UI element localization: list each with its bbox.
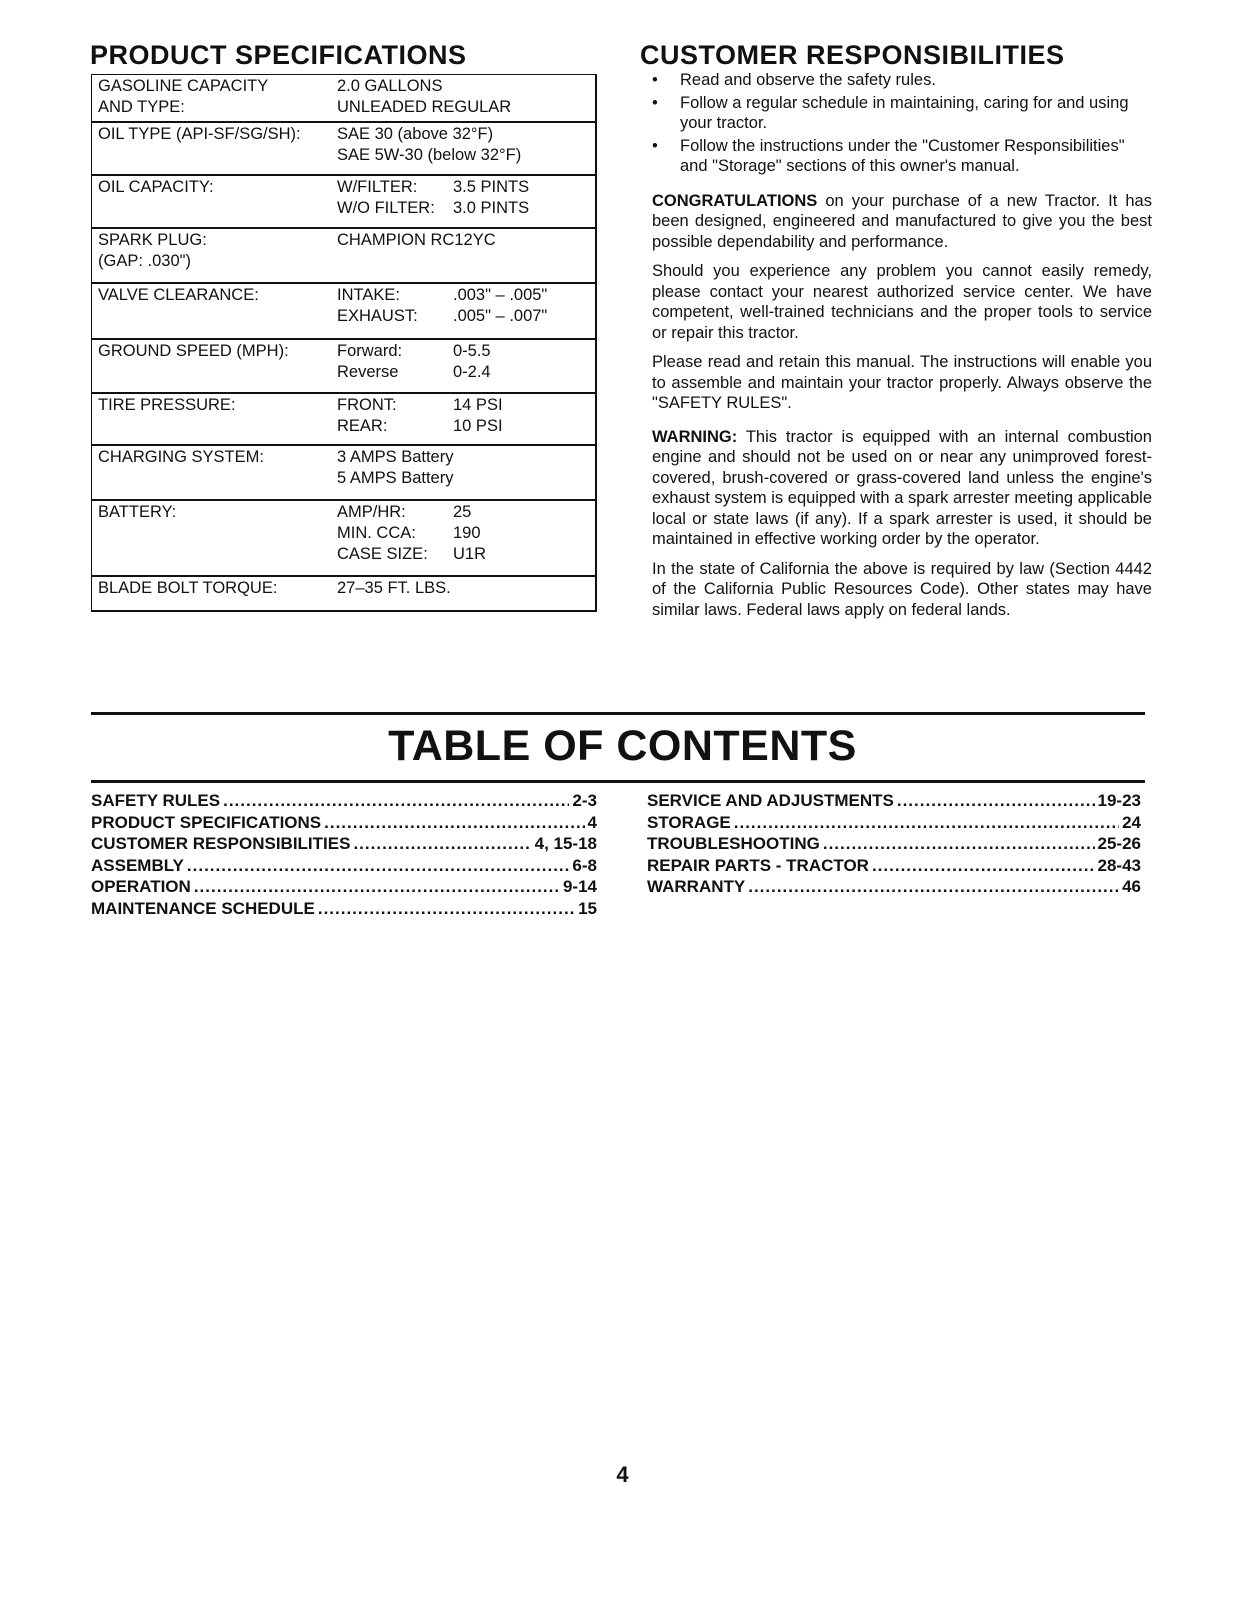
spec-label-line: (GAP: .030") [98,252,191,270]
spec-value-key: W/O FILTER: [337,199,435,217]
spec-value-text: .003" – .005" [453,286,548,304]
spec-value-text: 3 AMPS Battery [337,448,454,466]
spec-row [92,394,595,446]
spec-value-text: SAE 30 (above 32°F) [337,125,494,143]
toc-entry-page: 24 [1122,812,1141,832]
toc-entry[interactable] [91,855,597,877]
section-divider-top [91,712,1145,715]
toc-entry[interactable] [91,812,597,834]
spec-label-line: SPARK PLUG: [98,231,207,249]
spec-value-line [337,395,595,416]
toc-entry[interactable] [647,855,1141,877]
toc-entry[interactable] [91,790,597,812]
spec-value-text: 3.5 PINTS [453,178,530,196]
spec-value-line [337,341,595,362]
spec-label-line: VALVE CLEARANCE: [98,286,259,304]
toc-leader-dots [823,833,1095,855]
california-law-paragraph: In the state of California the above is required by law (Section 4442 of the California Public Resources Code). Other states may have similar laws. Federal laws apply on federal lands. [652,559,1152,619]
toc-entry-label: OPERATION [91,877,191,896]
toc-entry-label: REPAIR PARTS - TRACTOR [647,855,869,875]
spec-value-line [337,198,595,219]
toc-entry-label: MAINTENANCE SCHEDULE [91,898,315,918]
toc-leader-dots [187,855,570,877]
spec-row [92,577,595,610]
list-item: • Read and observe the safety rules. [652,71,936,89]
spec-value [337,76,595,121]
toc-entry-label: SERVICE AND ADJUSTMENTS [647,791,894,810]
spec-row [92,501,595,577]
spec-value-line [337,285,595,306]
toc-leader-dots [318,898,575,920]
spec-label-line: BLADE BOLT TORQUE: [98,579,278,597]
warning-paragraph: WARNING: This tractor is equipped with an internal combustion engine and should not be used on or near any unimproved forest-covered, brush-covered or grass-covered land unless the engine's exhaust system is equipped with a spark arrester meeting applicable local or state laws (if any). If a spark arrester is used, it should be maintained in effective working order by the operator. [652,427,1152,548]
toc-entry-label: CUSTOMER RESPONSIBILITIES [91,834,351,853]
toc-entry[interactable] [647,833,1141,855]
toc-entry-page: 28-43 [1097,855,1141,875]
toc-entry-page: 15 [578,898,597,918]
spec-row [92,176,595,229]
spec-row [92,123,595,176]
spec-label [92,578,337,610]
spec-label [92,285,337,338]
bullet-icon: • [652,93,658,112]
spec-value-key: MIN. CCA: [337,524,416,542]
spec-value [337,177,595,227]
responsibilities-list [652,70,1152,177]
spec-value-key: EXHAUST: [337,307,418,325]
spec-label-line: OIL CAPACITY: [98,178,214,196]
spec-value-line [337,468,595,489]
spec-value-line [337,544,595,565]
toc-leader-dots [353,833,531,855]
service-paragraph: Should you experience any problem you cannot easily remedy, please contact your nearest authorized service center. We have competent, well-trained technicians and the proper tools to service or repair this tractor. [652,262,1152,342]
spec-value-line [337,177,595,198]
table-of-contents-heading: TABLE OF CONTENTS [388,722,857,770]
toc-leader-dots [897,790,1095,812]
spec-label [92,177,337,227]
toc-leader-dots [324,812,584,834]
spec-value [337,341,595,392]
spec-value-line [337,230,595,251]
spec-value-text: 10 PSI [453,417,503,435]
spec-label [92,76,337,121]
spec-value-line [337,416,595,437]
spec-value-text: CHAMPION RC12YC [337,231,496,249]
spec-label-line: AND TYPE: [98,98,185,116]
spec-value [337,230,595,282]
spec-value [337,285,595,338]
spec-value-key: REAR: [337,417,388,435]
toc-right-column [647,790,1141,898]
toc-entry-page: 9-14 [562,877,597,896]
spec-label [92,124,337,174]
product-specifications-heading: PRODUCT SPECIFICATIONS [90,40,467,70]
toc-entry-label: ASSEMBLY [91,855,184,875]
toc-entry-label: WARRANTY [647,877,746,896]
spec-value-key: Reverse [337,363,399,381]
read-manual-paragraph: Please read and retain this manual. The instructions will enable you to assemble and maintain your tractor properly. Always observe the "SAFETY RULES". [652,353,1152,412]
toc-entry-page: 4, 15-18 [534,834,597,853]
spec-value-line [337,502,595,523]
spec-row [92,446,595,501]
toc-entry-label: SAFETY RULES [91,791,221,810]
spec-value-line [337,447,595,468]
spec-value-text: 0-2.4 [453,363,491,381]
toc-entry-page: 46 [1122,877,1141,896]
congratulations-paragraph: CONGRATULATIONS on your purchase of a new Tractor. It has been designed, engineered and manufactured to give you the best possible dependability and performance. [652,191,1152,251]
spec-row [92,340,595,394]
toc-entry[interactable] [91,833,597,855]
spec-value-line [337,76,595,97]
spec-value-line [337,578,595,599]
toc-entry-page: 25-26 [1097,834,1141,853]
customer-responsibilities-section [652,70,1152,620]
spec-value-line [337,124,595,145]
spec-value-line [337,362,595,383]
toc-entry-label: PRODUCT SPECIFICATIONS [91,812,322,832]
toc-left-column [91,790,597,919]
spec-value [337,395,595,444]
spec-value-text: 190 [453,524,481,542]
spec-label-line: TIRE PRESSURE: [98,396,236,414]
spec-label [92,502,337,575]
toc-entry[interactable] [91,876,597,898]
product-specifications-table [91,74,597,612]
spec-label [92,395,337,444]
spec-value [337,447,595,499]
spec-value-text: 3.0 PINTS [453,199,530,217]
spec-value-text: SAE 5W-30 (below 32°F) [337,146,522,164]
spec-value-line [337,306,595,327]
list-item: • Follow a regular schedule in maintaining, caring for and using your tractor. [652,93,1129,132]
toc-leader-dots [194,876,560,898]
toc-leader-dots [748,876,1119,898]
spec-row [92,229,595,284]
spec-value-text: 0-5.5 [453,342,491,360]
spec-label-line: GASOLINE CAPACITY [98,77,269,95]
spec-label [92,230,337,282]
spec-label-line: OIL TYPE (API-SF/SG/SH): [98,125,301,143]
spec-value-line [337,145,595,166]
toc-entry-page: 19-23 [1097,791,1141,810]
spec-label [92,341,337,392]
toc-entry-page: 4 [587,812,597,832]
spec-row [92,284,595,340]
spec-value [337,578,595,610]
spec-value-key: W/FILTER: [337,178,418,196]
spec-value-text: UNLEADED REGULAR [337,98,512,116]
spec-label-line: BATTERY: [98,503,177,521]
toc-entry-page: 6-8 [572,855,597,875]
spec-value-text: 5 AMPS Battery [337,469,454,487]
spec-value-key: AMP/HR: [337,503,406,521]
section-divider-bottom [91,780,1145,783]
toc-entry[interactable] [647,812,1141,834]
customer-responsibilities-heading: CUSTOMER RESPONSIBILITIES [640,40,1065,70]
spec-value-text: 25 [453,503,472,521]
toc-entry[interactable] [647,790,1141,812]
spec-value-line [337,523,595,544]
toc-leader-dots [223,790,569,812]
spec-row [92,75,595,123]
bullet-icon: • [652,136,658,155]
spec-value-text: .005" – .007" [453,307,548,325]
spec-value-key: Forward: [337,342,403,360]
toc-entry[interactable] [647,876,1141,898]
spec-value-text: 2.0 GALLONS [337,77,443,95]
page-number: 4 [616,1462,629,1487]
spec-label-line: CHARGING SYSTEM: [98,448,264,466]
toc-entry-label: TROUBLESHOOTING [647,834,820,853]
toc-entry-label: STORAGE [647,812,731,832]
bullet-icon: • [652,71,658,89]
toc-entry-page: 2-3 [572,791,597,810]
spec-value-key: CASE SIZE: [337,545,428,563]
toc-leader-dots [872,855,1095,877]
spec-value-line [337,97,595,118]
spec-value [337,502,595,575]
spec-value [337,124,595,174]
toc-leader-dots [734,812,1119,834]
spec-value-text: U1R [453,545,487,563]
list-item: • Follow the instructions under the "Customer Responsibilities" and "Storage" sections of this owner's manual. [652,136,1125,175]
spec-label-line: GROUND SPEED (MPH): [98,342,289,360]
spec-value-key: INTAKE: [337,286,400,304]
toc-entry[interactable] [91,898,597,920]
spec-value-text: 27–35 FT. LBS. [337,579,451,597]
spec-value-key: FRONT: [337,396,397,414]
spec-value-text: 14 PSI [453,396,503,414]
spec-label [92,447,337,499]
